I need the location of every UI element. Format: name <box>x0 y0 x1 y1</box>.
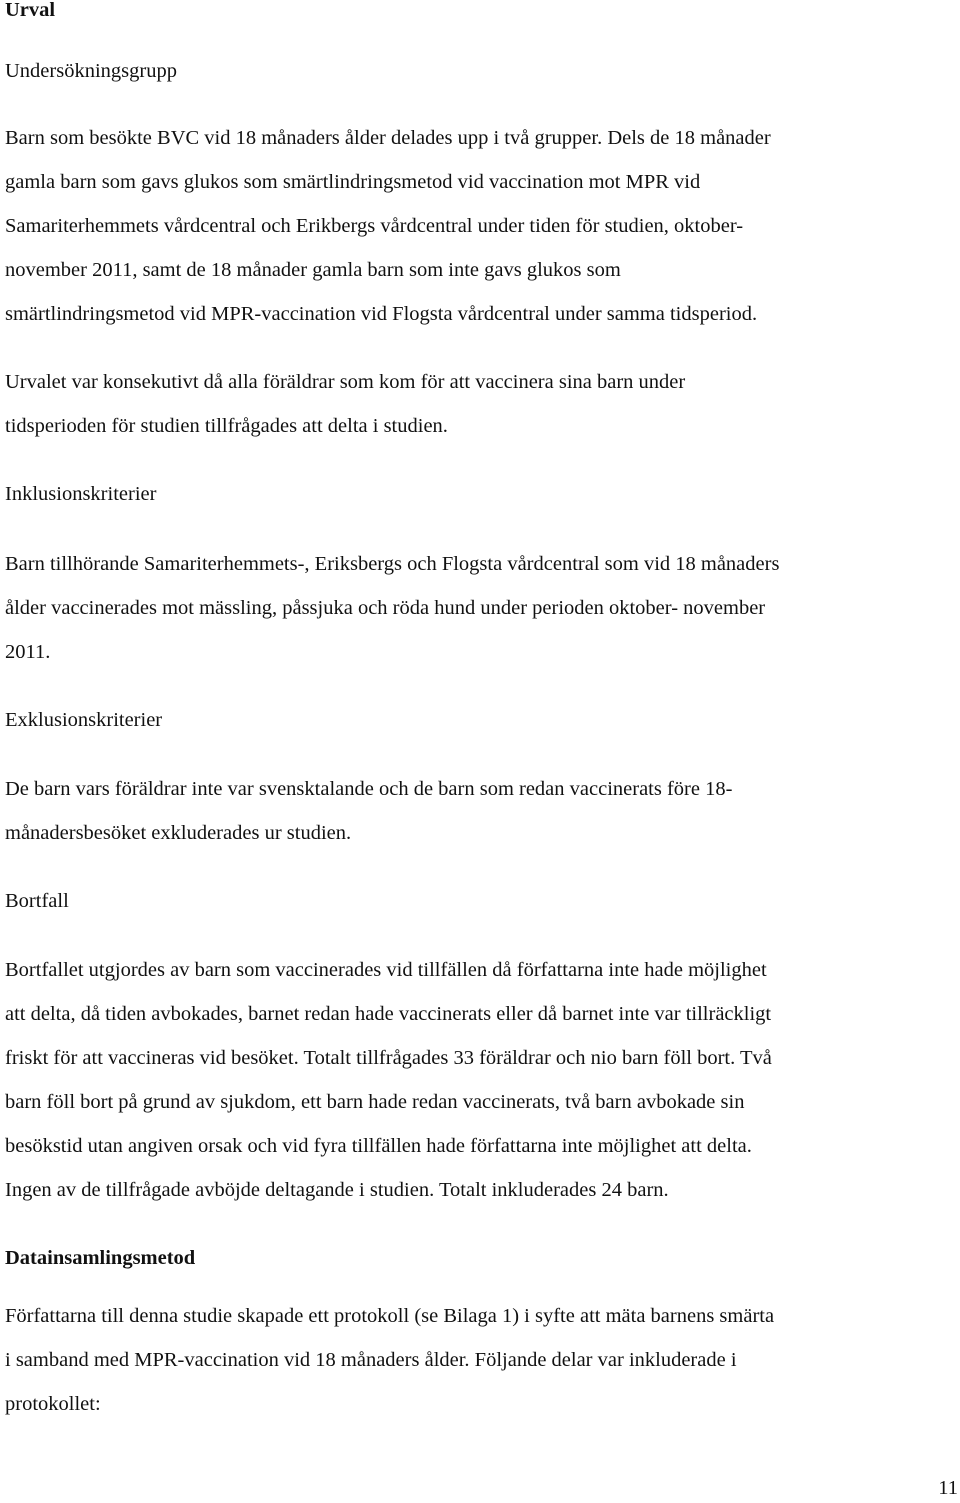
subheading-inklusionskriterier: Inklusionskriterier <box>5 483 157 505</box>
text-line: barn föll bort på grund av sjukdom, ett barn hade redan vaccinerats, två barn avbokade sin <box>5 1091 745 1113</box>
paragraph-bortfall <box>5 948 960 1212</box>
text-line: gamla barn som gavs glukos som smärtlindringsmetod vid vaccination mot MPR vid <box>5 171 701 193</box>
text-line: tidsperioden för studien tillfrågades att delta i studien. <box>5 415 448 437</box>
text-line: Bortfallet utgjordes av barn som vaccinerades vid tillfällen då författarna inte hade möjlighet <box>5 959 767 981</box>
text-line: Författarna till denna studie skapade ett protokoll (se Bilaga 1) i syfte att mäta barnens smärta <box>5 1305 775 1327</box>
subheading-undersokningsgrupp: Undersökningsgrupp <box>5 60 177 82</box>
text-line: i samband med MPR-vaccination vid 18 månaders ålder. Följande delar var inkluderade i <box>5 1349 737 1371</box>
text-line: Barn tillhörande Samariterhemmets-, Eriksbergs och Flogsta vårdcentral som vid 18 månaders <box>5 553 780 575</box>
text-line: smärtlindringsmetod vid MPR-vaccination vid Flogsta vårdcentral under samma tidsperiod. <box>5 303 758 325</box>
text-line: Samariterhemmets vårdcentral och Erikbergs vårdcentral under tiden för studien, oktober- <box>5 215 744 237</box>
text-line: Barn som besökte BVC vid 18 månaders ålder delades upp i två grupper. Dels de 18 månader <box>5 127 771 149</box>
paragraph-inklusionskriterier <box>5 542 960 674</box>
text-line: protokollet: <box>5 1393 101 1415</box>
text-line: Urvalet var konsekutivt då alla föräldrar som kom för att vaccinera sina barn under <box>5 371 686 393</box>
text-line: friskt för att vaccineras vid besöket. Totalt tillfrågades 33 föräldrar och nio barn föll bort. Två <box>5 1047 772 1069</box>
subheading-exklusionskriterier: Exklusionskriterier <box>5 709 163 731</box>
text-line: 2011. <box>5 641 51 663</box>
subheading-bortfall: Bortfall <box>5 890 69 912</box>
text-line: Ingen av de tillfrågade avböjde deltagande i studien. Totalt inkluderades 24 barn. <box>5 1179 669 1201</box>
paragraph-urvalet <box>5 360 960 448</box>
text-line: ålder vaccinerades mot mässling, påssjuka och röda hund under perioden oktober- november <box>5 597 766 619</box>
section-heading-urval: Urval <box>5 0 56 21</box>
section-heading-datainsamlingsmetod: Datainsamlingsmetod <box>5 1247 196 1269</box>
text-line: besökstid utan angiven orsak och vid fyra tillfällen hade författarna inte möjlighet att delta. <box>5 1135 752 1157</box>
text-line: november 2011, samt de 18 månader gamla barn som inte gavs glukos som <box>5 259 621 281</box>
text-line: att delta, då tiden avbokades, barnet redan hade vaccinerats eller då barnet inte var tillräckligt <box>5 1003 772 1025</box>
paragraph-datainsamlingsmetod <box>5 1294 960 1426</box>
text-line: De barn vars föräldrar inte var svensktalande och de barn som redan vaccinerats före 18- <box>5 778 733 800</box>
text-line: månadersbesöket exkluderades ur studien. <box>5 822 352 844</box>
page-number: 11 <box>938 1477 958 1499</box>
paragraph-undersokningsgrupp <box>5 116 960 336</box>
paragraph-exklusionskriterier <box>5 767 960 855</box>
